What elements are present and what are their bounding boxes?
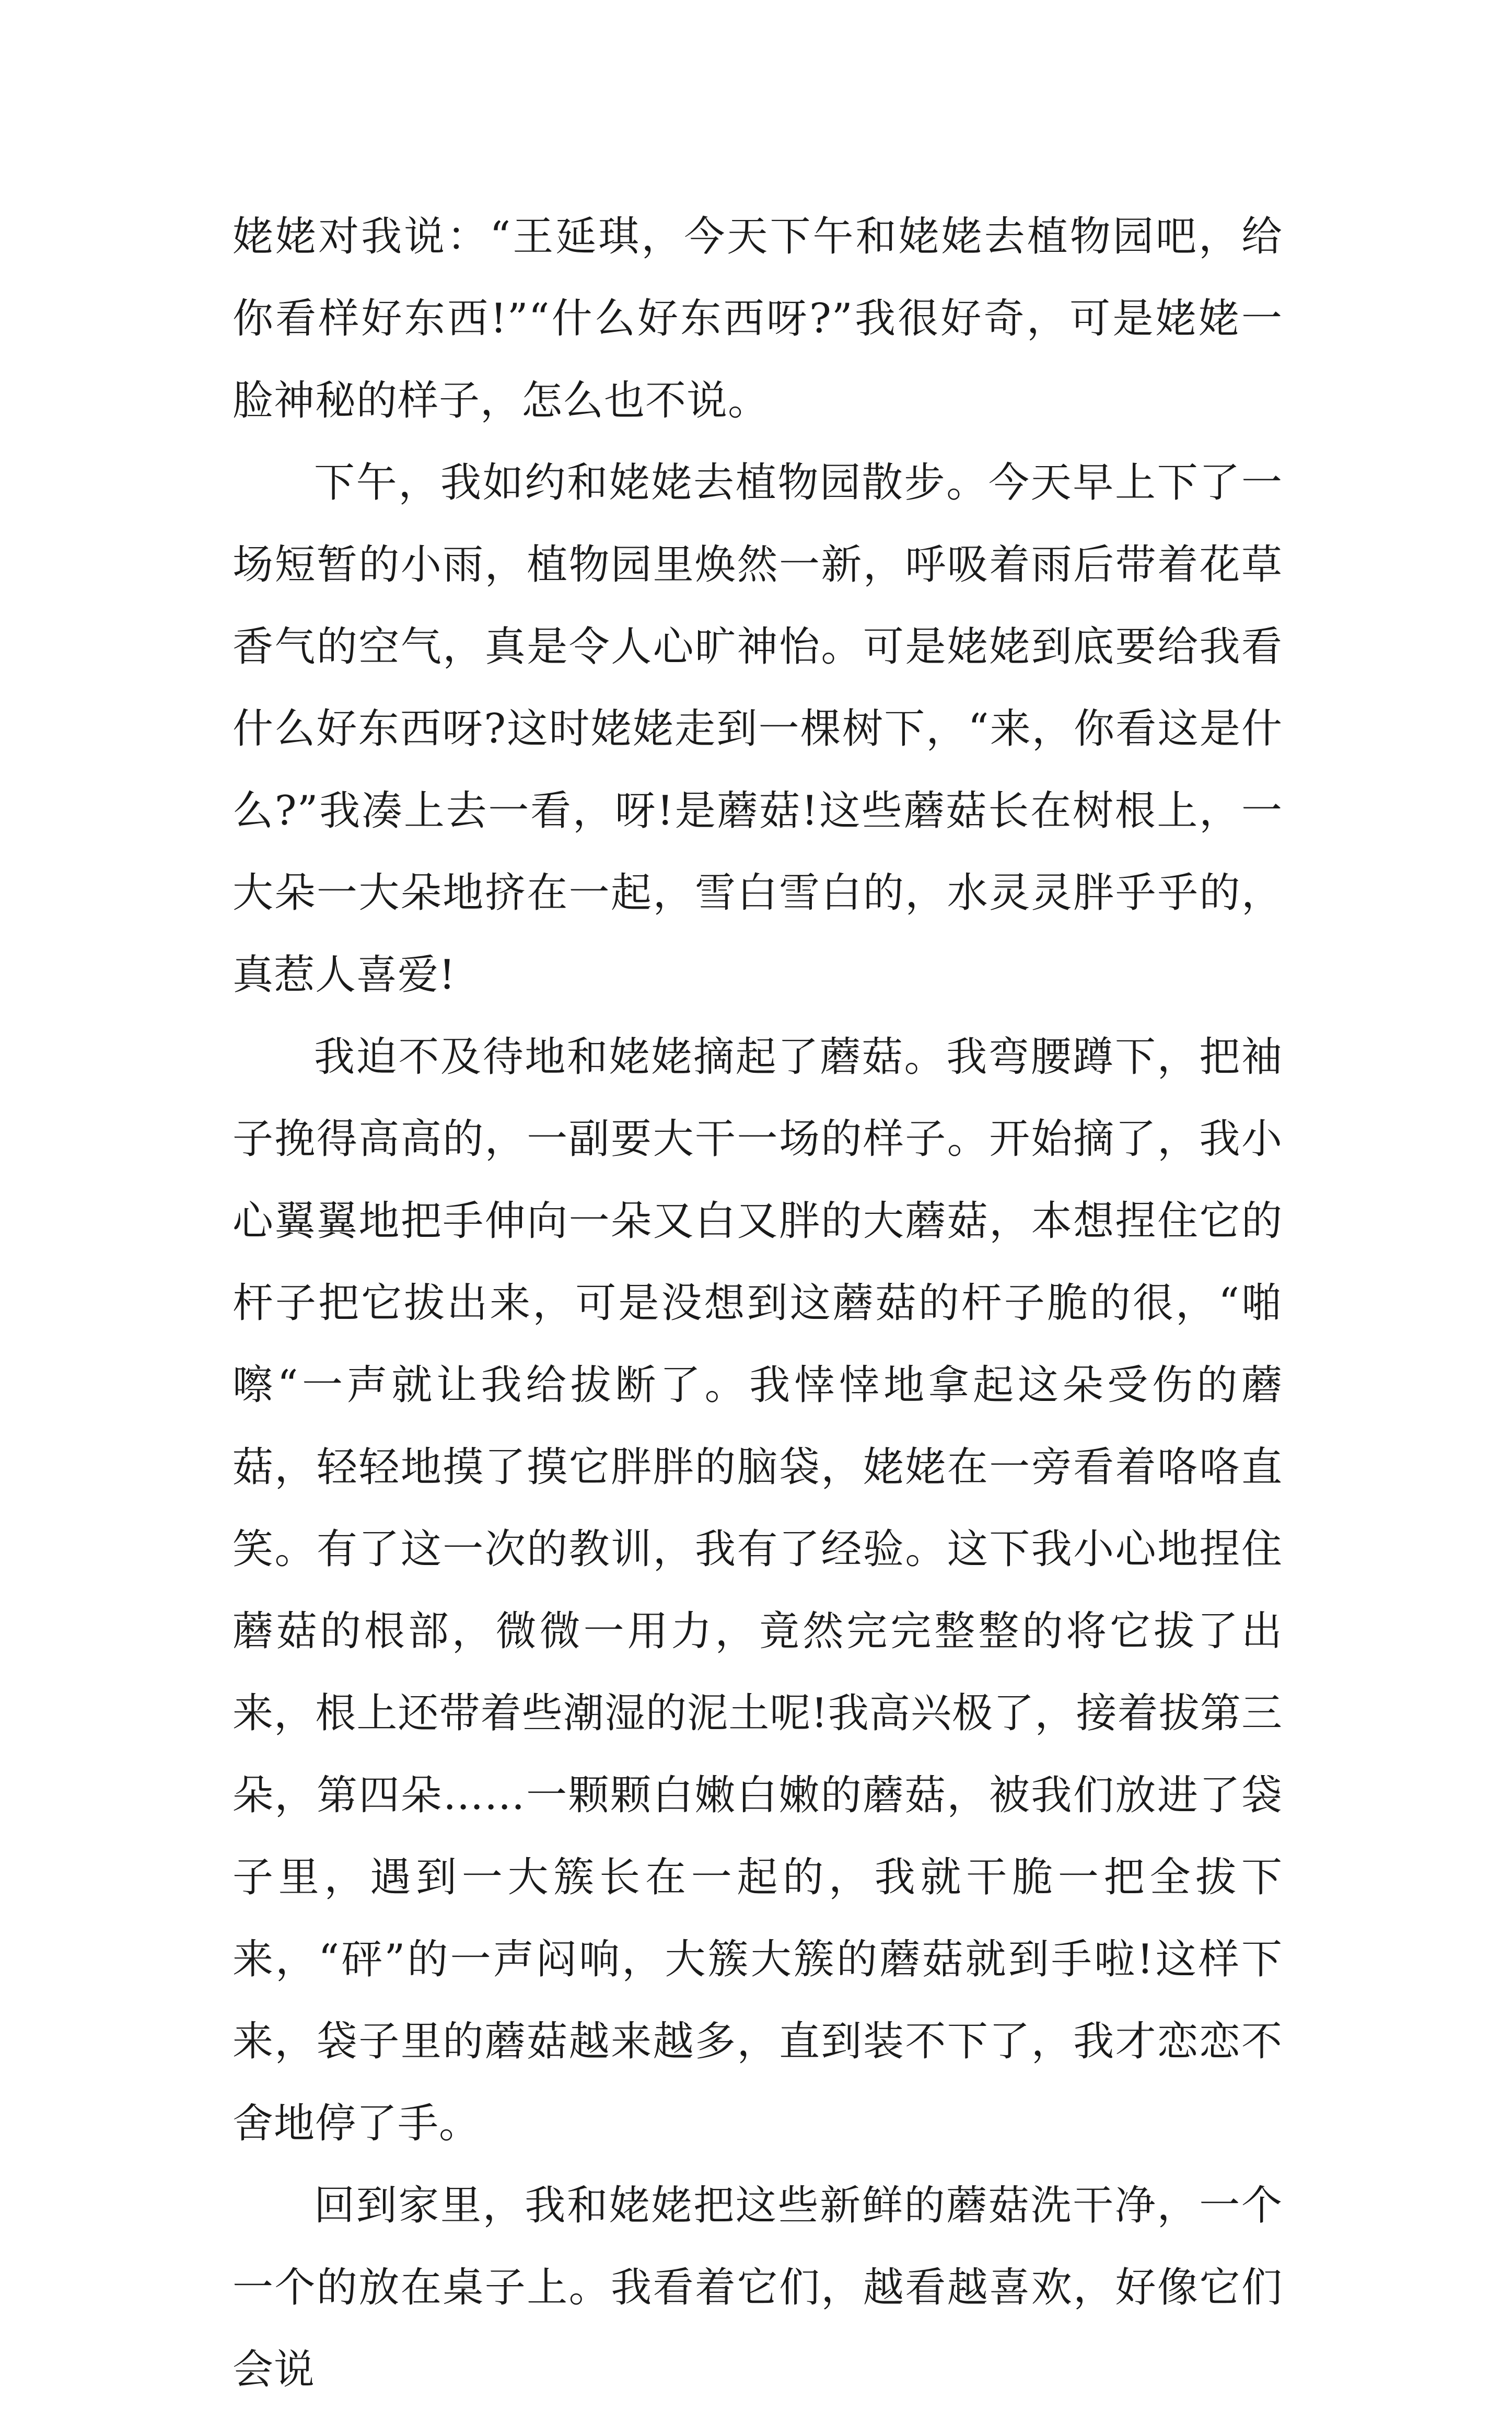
paragraph-3: 我迫不及待地和姥姥摘起了蘑菇。我弯腰蹲下，把袖子挽得高高的，一副要大干一场的样子。开始摘了，我小心翼翼地把手伸向一朵又白又胖的大蘑菇，本想捏住它的杆子把它拔出来，可是没想到这蘑菇的杆子脆的很，“啪嚓“一声就让我给拔断了。我悻悻地拿起这朵受伤的蘑菇，轻轻地摸了摸它胖胖的脑袋，姥姥在一旁看着咯咯直笑。有了这一次的教训，我有了经验。这下我小心地捏住蘑菇的根部，微微一用力，竟然完完整整的将它拔了出来，根上还带着些潮湿的泥土呢!我高兴极了，接着拔第三朵，第四朵……一颗颗白嫩白嫩的蘑菇，被我们放进了袋子里，遇到一大簇长在一起的，我就干脆一把全拔下来，“砰”的一声闷响，大簇大簇的蘑菇就到手啦!这样下来，袋子里的蘑菇越来越多，直到装不下了，我才恋恋不舍地停了手。 [232,1034,1283,2147]
body-text [232,196,1283,2411]
paragraph-1: 姥姥对我说：“王延琪，今天下午和姥姥去植物园吧，给你看样好东西!”“什么好东西呀?”我很好奇，可是姥姥一脸神秘的样子，怎么也不说。 [232,213,1283,424]
paragraph-4: 回到家里，我和姥姥把这些新鲜的蘑菇洗干净，一个一个的放在桌子上。我看着它们，越看越喜欢，好像它们会说 [232,2182,1283,2393]
paragraph-2: 下午，我如约和姥姥去植物园散步。今天早上下了一场短暂的小雨，植物园里焕然一新，呼吸着雨后带着花草香气的空气，真是令人心旷神怡。可是姥姥到底要给我看什么好东西呀?这时姥姥走到一棵树下，“来，你看这是什么?”我凑上去一看，呀!是蘑菇!这些蘑菇长在树根上，一大朵一大朵地挤在一起，雪白雪白的，水灵灵胖乎乎的，真惹人喜爱! [232,459,1283,999]
